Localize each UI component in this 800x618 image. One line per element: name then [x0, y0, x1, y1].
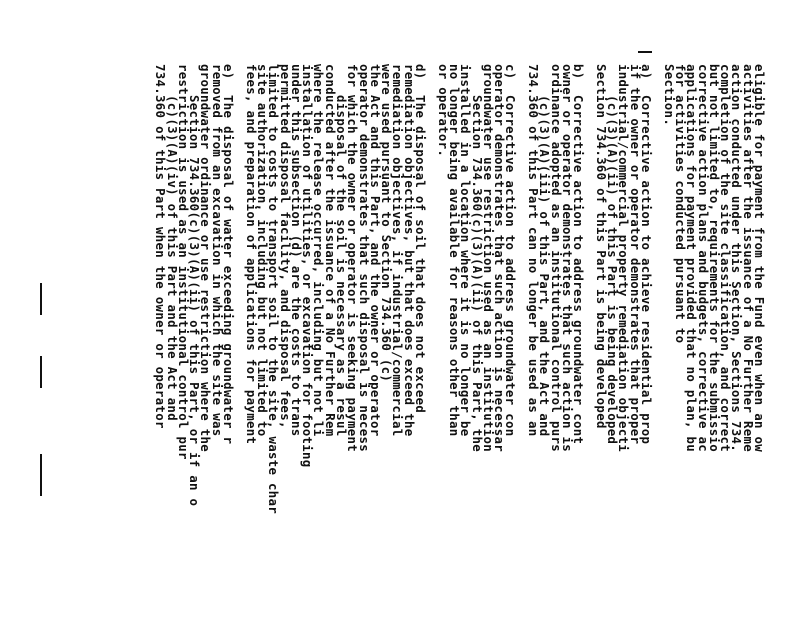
document-line: the Act and this Part, and the owner or operator: [367, 64, 383, 437]
scan-dash-mark: [638, 51, 652, 53]
document-line: permitted disposal facility, and disposal fees,: [277, 64, 293, 429]
document-line: Section.: [661, 64, 677, 127]
document-line: disposal of the soil is necessary as a resul: [334, 64, 350, 437]
document-line: 734.360 of this Part can no longer be used as an: [526, 64, 542, 437]
document-line: (c)(3)(A)(iii) of this Part, and the Act and: [537, 64, 553, 437]
document-line: if the owner or operator demonstrates that proper: [627, 64, 643, 445]
document-line: for activities conducted pursuant to: [672, 64, 688, 344]
document-line: remediation objectives, but that does exceed the: [401, 64, 417, 437]
document-line: completion of the site classification, and correct: [718, 64, 734, 452]
document-line: conducted after the issuance of a No Further Rem: [322, 64, 338, 437]
scan-margin-mark: [40, 454, 42, 496]
document-line: installed in a location where it is no longer be: [458, 64, 474, 437]
document-line: installation of utilities, or excavation for footing: [300, 64, 316, 468]
document-line: under this subsection (d) are the costs to trans: [288, 64, 304, 437]
document-line: no longer being available for reasons other than: [446, 64, 462, 437]
document-line: but not limited to, requirements for the submissio: [706, 64, 722, 452]
scan-margin-mark: [40, 283, 42, 315]
document-line: ordinance adopted as an institutional control purs: [548, 64, 564, 452]
document-line: groundwater use restriction used as an institution: [480, 64, 496, 452]
document-line: eligible for payment from the Fund even when an ow: [752, 64, 767, 452]
document-line: operator demonstrates that such disposal is necess: [356, 64, 372, 452]
document-line: Section 734.360(c)(3)(A)(ii) of this Part, the: [469, 64, 485, 452]
document-line: operator demonstrates that such action is necessar: [492, 64, 508, 452]
document-line: corrective action plans and budgets, corrective ac: [695, 64, 711, 452]
document-line: site authorization, including but not limited to: [254, 64, 270, 437]
document-line: industrial/commercial property remediation objecti: [616, 64, 632, 452]
document-line: action conducted under this Section, Sections 734.: [729, 64, 745, 452]
document-line: for which the owner or operator is seeking payment: [345, 64, 361, 452]
document-line: owner or operator demonstrates that such action is: [559, 64, 575, 452]
scan-margin-mark: [40, 356, 42, 388]
document-line: a) Corrective action to achieve residential prop: [639, 64, 655, 445]
document-line: groundwater ordinance or use restriction where the: [198, 64, 214, 452]
document-line: Section 734.360 of this Part is being developed: [593, 64, 609, 429]
document-line: d) The disposal of soil that does not exceed: [413, 64, 429, 414]
document-line: (c)(3)(A)(iv) of this Part and the Act and: [164, 64, 180, 421]
document-line: (c)(3)(A)(ii) of this Part is being developed: [605, 64, 621, 445]
document-line: restriction is used as an institutional control pur: [175, 64, 191, 460]
document-line: where the release occurred, including but not li: [311, 64, 327, 437]
document-line: removed from an excavation in which the site was: [209, 64, 225, 437]
document-line: were used pursuant to Section 734.360 (c): [379, 64, 395, 383]
document-line: fees, and preparation of applications for payment: [243, 64, 259, 445]
document-line: Section 734.360(c)(3)(A)(ii) of this Part, or if an o: [187, 64, 203, 507]
rotated-document-text: [155, 64, 765, 612]
document-line: limited to costs to transport soil to the site, waste char: [266, 64, 282, 515]
document-line: or operator.: [435, 64, 451, 158]
document-line: activities after the issuance of a No Further Reme: [740, 64, 756, 452]
document-line: 734.360 of this Part when the owner or operator: [153, 64, 169, 429]
document-line: c) Corrective action to address groundwater con: [503, 64, 519, 437]
document-line: remediation objectives, if industrial/commercial: [390, 64, 406, 437]
document-line: e) The disposal of water exceeding groundwater r: [221, 64, 237, 445]
document-line: applications for payment provided that no plan, bu: [684, 64, 700, 452]
document-line: b) Corrective action to address groundwater cont: [571, 64, 587, 445]
